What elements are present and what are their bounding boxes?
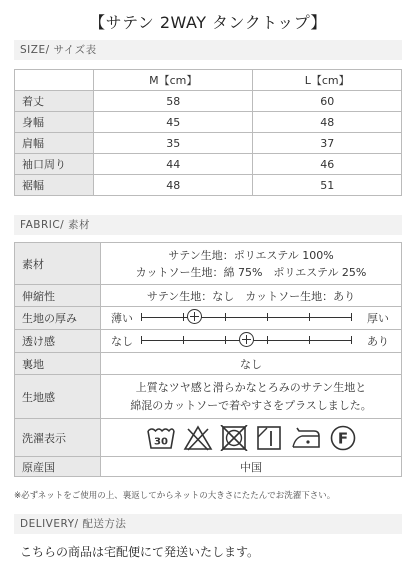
size-header-m: M【cm】 [94, 70, 253, 91]
table-row [15, 175, 402, 196]
care-icons-cell [101, 419, 402, 457]
page-title: 【サテン 2WAY タンクトップ】 [89, 13, 327, 32]
stretch-value: サテン生地：なし カットソー生地：あり [101, 285, 402, 307]
scale-tick [351, 336, 352, 344]
dry-clean-f-icon [329, 424, 357, 452]
no-bleach-icon [183, 425, 213, 451]
lining-label: 裏地 [15, 353, 101, 375]
table-row [15, 285, 402, 307]
table-row [15, 457, 402, 477]
size-l-value: 51 [253, 175, 402, 196]
scale-right-label: 厚い [367, 312, 389, 325]
size-l-value: 60 [253, 91, 402, 112]
size-header-l: L【cm】 [253, 70, 402, 91]
table-row [15, 307, 402, 330]
lining-value: なし [101, 353, 402, 375]
scale-line [141, 317, 351, 318]
scale-tick [309, 336, 310, 344]
feel-value [101, 375, 402, 419]
fabric-table [14, 242, 402, 477]
size-row-label: 身幅 [15, 112, 94, 133]
thickness-scale-cell [101, 307, 402, 330]
thickness-label: 生地の厚み [15, 307, 101, 330]
table-row [15, 112, 402, 133]
iron-low-icon [290, 425, 322, 451]
scale-tick [141, 336, 142, 344]
size-header-blank [15, 70, 94, 91]
scale-left-label: なし [111, 335, 133, 348]
scale-left-label: 薄い [111, 312, 133, 325]
material-value [101, 243, 402, 285]
no-tumble-dry-icon [220, 425, 248, 451]
size-m-value: 58 [94, 91, 253, 112]
scale-marker [187, 309, 202, 324]
scale-tick [141, 313, 142, 321]
dry-clean-letter: F [337, 429, 348, 447]
size-m-value: 44 [94, 154, 253, 175]
sheer-scale [101, 330, 401, 352]
table-row [15, 133, 402, 154]
feel-label: 生地感 [15, 375, 101, 419]
size-m-value: 35 [94, 133, 253, 154]
table-row [15, 353, 402, 375]
material-line: カットソー生地：綿 75% ポリエステル 25% [135, 265, 367, 279]
scale-right-label: あり [367, 335, 389, 348]
section-header-fabric: FABRIC/ 素材 [14, 215, 402, 235]
feel-line: 上質なツヤ感と滑らかなとろみのサテン生地と [135, 380, 367, 394]
sheer-label: 透け感 [15, 330, 101, 353]
scale-tick [183, 313, 184, 321]
size-m-value: 48 [94, 175, 253, 196]
sheer-scale-cell [101, 330, 402, 353]
table-row [15, 419, 402, 457]
wash-30-icon [146, 425, 176, 451]
size-table [14, 69, 402, 196]
origin-value: 中国 [101, 457, 402, 477]
origin-label: 原産国 [15, 457, 101, 477]
line-dry-icon [255, 425, 283, 451]
wash-temp-text: 30 [153, 436, 168, 447]
size-row-label: 裾幅 [15, 175, 94, 196]
scale-tick [267, 336, 268, 344]
thickness-scale [101, 307, 401, 329]
material-label: 素材 [15, 243, 101, 285]
material-line: サテン生地：ポリエステル 100% [168, 248, 334, 262]
scale-tick [351, 313, 352, 321]
section-header-size: SIZE/ サイズ表 [14, 40, 402, 60]
shipping-text: こちらの商品は宅配便にて発送いたします。 [20, 545, 260, 559]
size-l-value: 37 [253, 133, 402, 154]
scale-tick [309, 313, 310, 321]
section-header-delivery: DELIVERY/ 配送方法 [14, 514, 402, 534]
table-row [15, 243, 402, 285]
feel-line: 綿混のカットソーで着やすさをプラスしました。 [130, 398, 372, 412]
table-row [15, 91, 402, 112]
size-l-value: 48 [253, 112, 402, 133]
care-icons [101, 420, 401, 456]
scale-tick [267, 313, 268, 321]
washing-note: ※必ずネットをご使用の上、裏返してからネットの大きさにたたんでお洗濯下さい。 [14, 491, 336, 501]
care-label: 洗濯表示 [15, 419, 101, 457]
size-row-label: 肩幅 [15, 133, 94, 154]
stretch-label: 伸縮性 [15, 285, 101, 307]
scale-tick [225, 336, 226, 344]
table-row [15, 330, 402, 353]
size-row-label: 着丈 [15, 91, 94, 112]
scale-tick [225, 313, 226, 321]
scale-tick [183, 336, 184, 344]
size-l-value: 46 [253, 154, 402, 175]
scale-marker [239, 332, 254, 347]
size-m-value: 45 [94, 112, 253, 133]
size-table-header [15, 70, 402, 91]
table-row [15, 375, 402, 419]
table-row [15, 154, 402, 175]
size-row-label: 袖口周り [15, 154, 94, 175]
